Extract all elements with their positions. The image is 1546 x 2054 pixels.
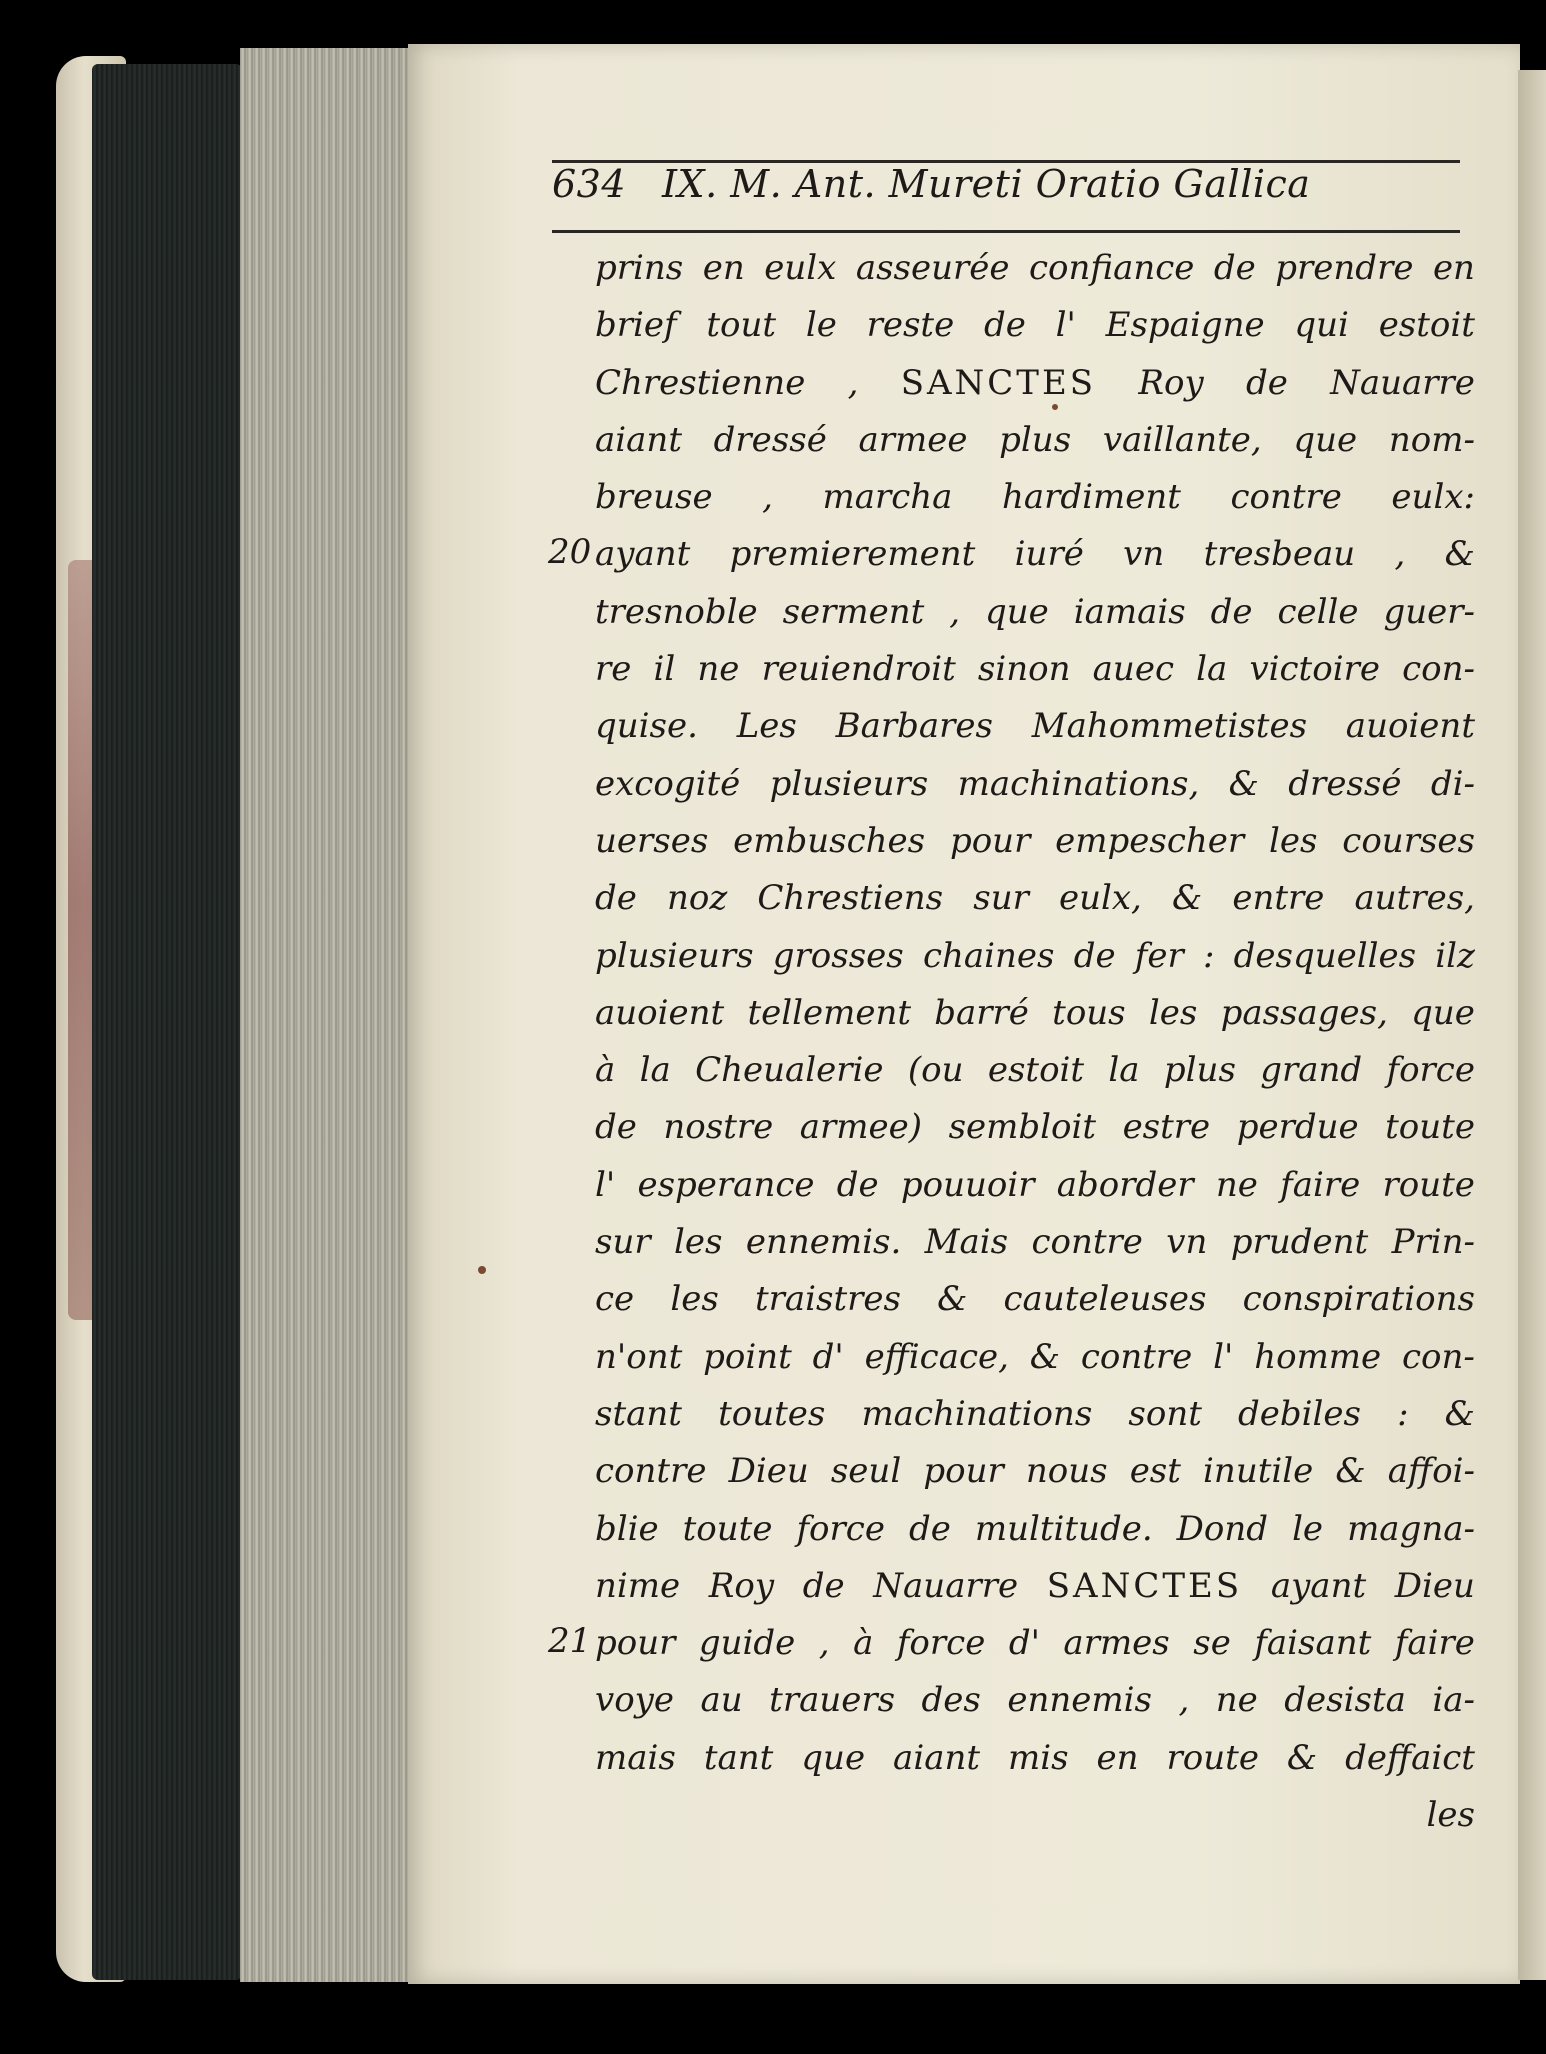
text-line: de nostre armee) sembloit estre perdue toute <box>595 1107 1475 1148</box>
ink-spot <box>1052 404 1058 410</box>
text-line: à la Cheualerie (ou estoit la plus grand force <box>595 1050 1475 1091</box>
running-title: IX. M. Ant. Mureti Oratio Gallica <box>662 162 1311 206</box>
text-line: l' esperance de pouuoir aborder ne faire route <box>595 1164 1475 1205</box>
text-line: breuse , marcha hardiment contre eulx: <box>595 477 1475 518</box>
text-line: plusieurs grosses chaines de fer : desquelles ilz <box>595 935 1475 976</box>
page-stack-edges <box>240 48 410 1982</box>
body-text <box>595 240 1475 1844</box>
ink-spot <box>478 1266 486 1274</box>
text-line: mais tant que aiant mis en route & deffaict <box>595 1737 1475 1778</box>
page-number: 634 <box>552 162 627 206</box>
text-line: auoient tellement barré tous les passages, que <box>595 992 1475 1033</box>
text-line: voye au trauers des ennemis , ne desista ia- <box>595 1680 1475 1721</box>
header-rule-bottom <box>552 230 1460 233</box>
text-line: contre Dieu seul pour nous est inutile & affoi- <box>595 1451 1475 1492</box>
text-line: re il ne reuiendroit sinon auec la victoire con- <box>595 649 1475 690</box>
text-line: pour guide , à force d' armes se faisant faire <box>595 1623 1475 1664</box>
text-block-edge <box>92 64 242 1980</box>
text-line: les <box>1426 1795 1475 1836</box>
margin-number-21: 21 <box>548 1621 592 1661</box>
running-head <box>552 162 1460 216</box>
text-line: blie toute force de multitude. Dond le magna- <box>595 1508 1475 1549</box>
text-line: ce les traistres & cauteleuses conspirations <box>595 1279 1475 1320</box>
text-line: uerses embusches pour empescher les courses <box>595 820 1475 861</box>
text-line: n'ont point d' efficace, & contre l' homme con- <box>595 1336 1475 1377</box>
text-line: ayant premierement iuré vn tresbeau , & <box>595 534 1475 575</box>
text-line: excogité plusieurs machinations, & dressé di- <box>595 763 1475 804</box>
text-line: de noz Chrestiens sur eulx, & entre autres, <box>595 878 1475 919</box>
text-line: tresnoble serment , que iamais de celle guer- <box>595 591 1475 632</box>
text-line: nime Roy de Nauarre SANCTES ayant Dieu <box>595 1565 1475 1606</box>
text-line: aiant dressé armee plus vaillante, que nom- <box>595 419 1475 460</box>
text-line: prins en eulx asseurée confiance de prendre en <box>595 248 1475 288</box>
text-line: Chrestienne , SANCTES Roy de Nauarre <box>595 362 1475 403</box>
margin-number-20: 20 <box>548 532 592 572</box>
facing-page-edge <box>1518 70 1546 1980</box>
text-line: brief tout le reste de l' Espaigne qui estoit <box>595 305 1475 346</box>
text-line: quise. Les Barbares Mahommetistes auoient <box>595 706 1475 747</box>
text-line: stant toutes machinations sont debiles : & <box>595 1393 1475 1434</box>
text-line: sur les ennemis. Mais contre vn prudent Prin- <box>595 1222 1475 1263</box>
